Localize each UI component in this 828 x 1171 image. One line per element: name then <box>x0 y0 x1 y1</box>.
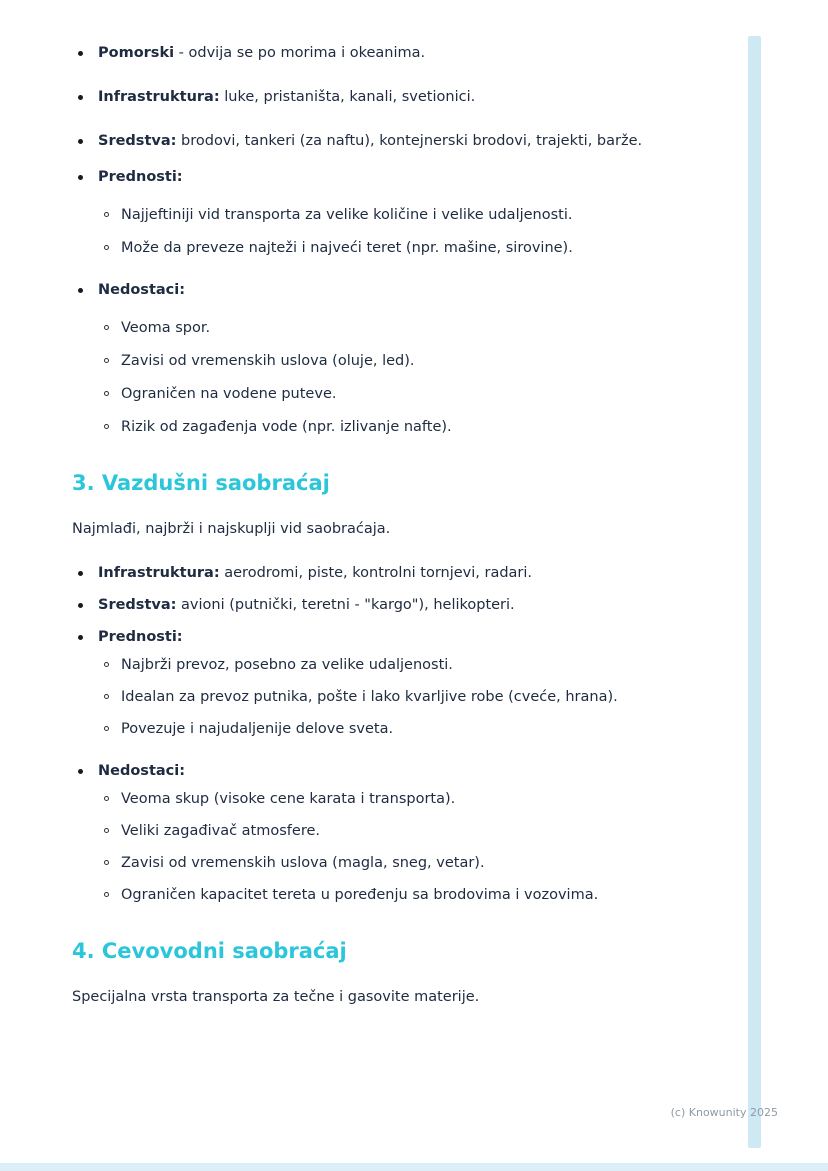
sub-item-text: Idealan za prevoz putnika, pošte i lako kvarljive robe (cveće, hrana). <box>121 689 618 705</box>
sub-item-text: Zavisi od vremenskih uslova (oluje, led). <box>121 353 415 369</box>
section-pomorski-saobracaj <box>72 40 712 440</box>
list-item-sredstva <box>72 128 712 154</box>
list-item-text <box>98 560 532 586</box>
item-desc: luke, pristaništa, kanali, svetionici. <box>219 89 476 105</box>
list-item-prednosti <box>72 624 712 650</box>
circle-bullet-icon <box>104 796 109 801</box>
sub-item-text: Najbrži prevoz, posebno za velike udaljenosti. <box>121 657 453 673</box>
bullet-icon <box>78 603 83 608</box>
sub-item-text: Rizik od zagađenja vode (npr. izlivanje nafte). <box>121 419 452 435</box>
list-item-text <box>98 592 515 618</box>
sub-item-text: Veliki zagađivač atmosfere. <box>121 823 320 839</box>
sub-item-text: Zavisi od vremenskih uslova (magla, sneg, vetar). <box>121 855 485 871</box>
item-term: Sredstva: <box>98 597 177 613</box>
sub-list-item <box>98 348 712 374</box>
list-item-text <box>98 40 425 66</box>
copyright-footer: (c) Knowunity 2025 <box>670 1106 778 1119</box>
sub-list-item <box>98 652 712 678</box>
circle-bullet-icon <box>104 662 109 667</box>
section-heading-cevovodni: 4. Cevovodni saobraćaj <box>72 939 347 963</box>
circle-bullet-icon <box>104 828 109 833</box>
prednosti-sublist <box>98 652 712 742</box>
prednosti-sublist <box>98 202 712 261</box>
list-item-text <box>98 128 642 154</box>
list-item-infrastruktura <box>72 84 712 110</box>
circle-bullet-icon <box>104 860 109 865</box>
bullet-icon <box>78 635 83 640</box>
bullet-icon <box>78 571 83 576</box>
list-item-sredstva <box>72 592 712 618</box>
item-term: Infrastruktura: <box>98 565 220 581</box>
page-side-stripe <box>748 36 761 1148</box>
list-item-text <box>98 164 183 190</box>
circle-bullet-icon <box>104 892 109 897</box>
item-desc: aerodromi, piste, kontrolni tornjevi, radari. <box>219 565 533 581</box>
sub-list-item <box>98 786 712 812</box>
sub-list-item <box>98 882 712 908</box>
page-bottom-bar <box>0 1163 828 1171</box>
section-intro-vazdusni: Najmlađi, najbrži i najskuplji vid saobraćaja. <box>72 521 391 537</box>
section-heading-vazdusni: 3. Vazdušni saobraćaj <box>72 471 330 495</box>
sub-list-item <box>98 716 712 742</box>
circle-bullet-icon <box>104 212 109 217</box>
sub-list-item <box>98 315 712 341</box>
sub-item-text: Veoma skup (visoke cene karata i transporta). <box>121 791 456 807</box>
item-term: Nedostaci: <box>98 763 186 779</box>
sub-list-item <box>98 818 712 844</box>
circle-bullet-icon <box>104 694 109 699</box>
list-item-text <box>98 84 475 110</box>
circle-bullet-icon <box>104 391 109 396</box>
list-item-pomorski <box>72 40 712 66</box>
list-item-infrastruktura <box>72 560 712 586</box>
sub-list-item <box>98 850 712 876</box>
sub-list-item <box>98 235 712 261</box>
item-term: Nedostaci: <box>98 282 186 298</box>
circle-bullet-icon <box>104 358 109 363</box>
list-item-text <box>98 277 185 303</box>
sub-item-text: Ograničen kapacitet tereta u poređenju sa brodovima i vozovima. <box>121 887 599 903</box>
item-term: Infrastruktura: <box>98 89 220 105</box>
sub-list-item <box>98 202 712 228</box>
document-content <box>72 40 712 1028</box>
circle-bullet-icon <box>104 424 109 429</box>
nedostaci-sublist <box>98 315 712 440</box>
list-item-text <box>98 624 183 650</box>
sub-list-item <box>98 684 712 710</box>
item-term: Prednosti: <box>98 629 183 645</box>
list-item-text <box>98 758 185 784</box>
bullet-icon <box>78 139 83 144</box>
circle-bullet-icon <box>104 325 109 330</box>
list-item-prednosti <box>72 164 712 190</box>
sub-item-text: Može da preveze najteži i najveći teret (npr. mašine, sirovine). <box>121 240 573 256</box>
item-desc: - odvija se po morima i okeanima. <box>174 45 426 61</box>
item-term: Pomorski <box>98 45 175 61</box>
bullet-icon <box>78 51 83 56</box>
circle-bullet-icon <box>104 245 109 250</box>
sub-item-text: Povezuje i najudaljenije delove sveta. <box>121 721 394 737</box>
item-term: Prednosti: <box>98 169 183 185</box>
bullet-icon <box>78 95 83 100</box>
sub-item-text: Najjeftiniji vid transporta za velike količine i velike udaljenosti. <box>121 207 573 223</box>
list-item-nedostaci <box>72 758 712 784</box>
sub-item-text: Veoma spor. <box>121 320 211 336</box>
section-intro-cevovodni: Specijalna vrsta transporta za tečne i gasovite materije. <box>72 989 480 1005</box>
bullet-icon <box>78 175 83 180</box>
bullet-icon <box>78 769 83 774</box>
section-vazdusni-saobracaj <box>72 560 712 908</box>
item-desc: brodovi, tankeri (za naftu), kontejnerski brodovi, trajekti, barže. <box>176 133 643 149</box>
nedostaci-sublist <box>98 786 712 908</box>
item-desc: avioni (putnički, teretni - "kargo"), helikopteri. <box>176 597 515 613</box>
circle-bullet-icon <box>104 726 109 731</box>
item-term: Sredstva: <box>98 133 177 149</box>
sub-list-item <box>98 381 712 407</box>
sub-item-text: Ograničen na vodene puteve. <box>121 386 337 402</box>
sub-list-item <box>98 414 712 440</box>
bullet-icon <box>78 288 83 293</box>
list-item-nedostaci <box>72 277 712 303</box>
